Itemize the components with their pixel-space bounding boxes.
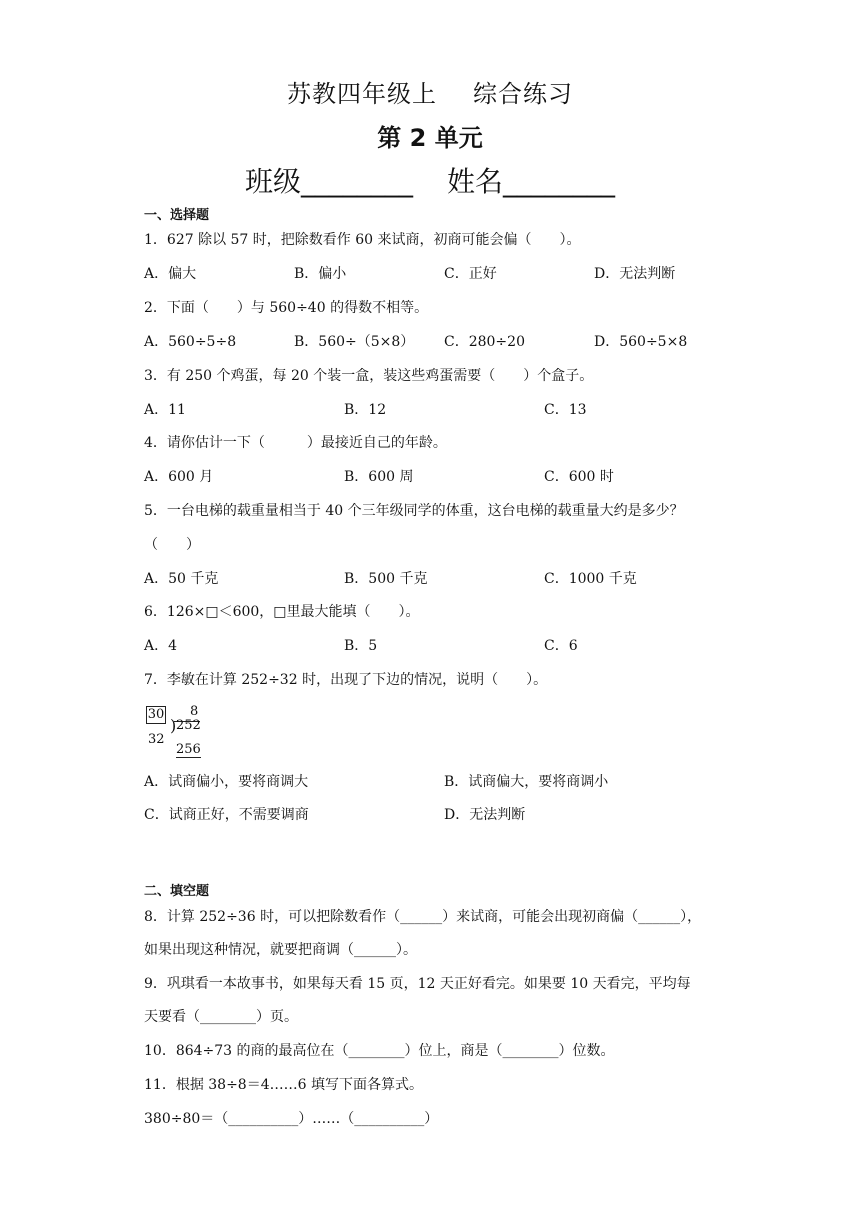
long-division-figure	[144, 704, 224, 764]
q5-option-a: A．50 千克	[144, 571, 219, 587]
q2-option-a: A．560÷5÷8	[144, 334, 237, 350]
question-5-blank: （ ）	[144, 537, 200, 553]
question-2-stem: 2．下面（ ）与 560÷40 的得数不相等。	[144, 300, 429, 316]
question-11: 11．根据 38÷8＝4……6 填写下面各算式。	[144, 1077, 423, 1093]
question-1-stem: 1．627 除以 57 时，把除数看作 60 来试商，初商可能会偏（ ）。	[144, 232, 581, 248]
question-6-stem: 6．126×□＜600，□里最大能填（ ）。	[144, 604, 420, 620]
q1-option-d: D．无法判断	[594, 266, 676, 282]
q1-option-a: A．偏大	[144, 266, 197, 282]
student-info-line	[0, 160, 860, 200]
q4-option-c: C．600 时	[544, 469, 614, 485]
question-8-line1: 8．计算 252÷36 时，可以把除数看作（______）来试商，可能会出现初商偏（______），	[144, 909, 702, 925]
question-9-line1: 9．巩琪看一本故事书，如果每天看 15 页，12 天正好看完。如果要 10 天看完，平均每	[144, 976, 691, 992]
division-quotient: 8	[190, 704, 199, 719]
division-dividend: 252	[176, 718, 201, 733]
name-field: 姓名________	[447, 165, 616, 198]
q3-option-b: B．12	[344, 402, 387, 418]
q3-option-c: C．13	[544, 402, 587, 418]
q7-option-d: D．无法判断	[444, 807, 526, 823]
question-11-expression: 380÷80＝（__________）……（__________）	[144, 1111, 439, 1127]
q7-option-a: A．试商偏小，要将商调大	[144, 774, 309, 790]
q2-option-b: B．560÷（5×8）	[294, 334, 415, 350]
question-8-line2: 如果出现这种情况，就要把商调（______）。	[144, 942, 417, 958]
section-heading-fill: 二、填空题	[144, 884, 210, 899]
q4-option-a: A．600 月	[144, 469, 214, 485]
q6-option-c: C．6	[544, 638, 578, 654]
question-10: 10．864÷73 的商的最高位在（________）位上，商是（________）位数。	[144, 1043, 615, 1059]
q1-option-b: B．偏小	[294, 266, 347, 282]
division-bracket: )	[170, 716, 177, 735]
q7-option-c: C．试商正好，不需要调商	[144, 807, 309, 823]
q5-option-b: B．500 千克	[344, 571, 428, 587]
division-product: 256	[176, 742, 201, 757]
q1-option-c: C．正好	[444, 266, 497, 282]
title-grade: 苏教四年级上	[287, 80, 437, 108]
question-7-stem: 7．李敏在计算 252÷32 时，出现了下边的情况，说明（ ）。	[144, 672, 548, 688]
question-4-stem: 4．请你估计一下（ ）最接近自己的年龄。	[144, 435, 447, 451]
q7-option-b: B．试商偏大，要将商调小	[444, 774, 609, 790]
class-field: 班级________	[244, 165, 413, 198]
worksheet-title	[0, 74, 860, 109]
q5-option-c: C．1000 千克	[544, 571, 637, 587]
trial-divisor-box: 30	[147, 707, 165, 722]
question-9-line2: 天要看（________）页。	[144, 1009, 298, 1025]
division-divisor: 32	[148, 732, 165, 747]
q4-option-b: B．600 周	[344, 469, 414, 485]
question-3-stem: 3．有 250 个鸡蛋，每 20 个装一盒，装这些鸡蛋需要（ ）个盒子。	[144, 368, 594, 384]
q6-option-a: A．4	[144, 638, 178, 654]
q6-option-b: B．5	[344, 638, 378, 654]
q2-option-d: D．560÷5×8	[594, 334, 688, 350]
title-practice: 综合练习	[473, 80, 573, 108]
q3-option-a: A．11	[144, 402, 186, 418]
q2-option-c: C．280÷20	[444, 334, 525, 350]
unit-title: 第 2 单元	[377, 124, 483, 152]
question-5-stem: 5．一台电梯的载重量相当于 40 个三年级同学的体重，这台电梯的载重量大约是多少？	[144, 503, 684, 519]
section-heading-choice: 一、选择题	[144, 208, 210, 223]
